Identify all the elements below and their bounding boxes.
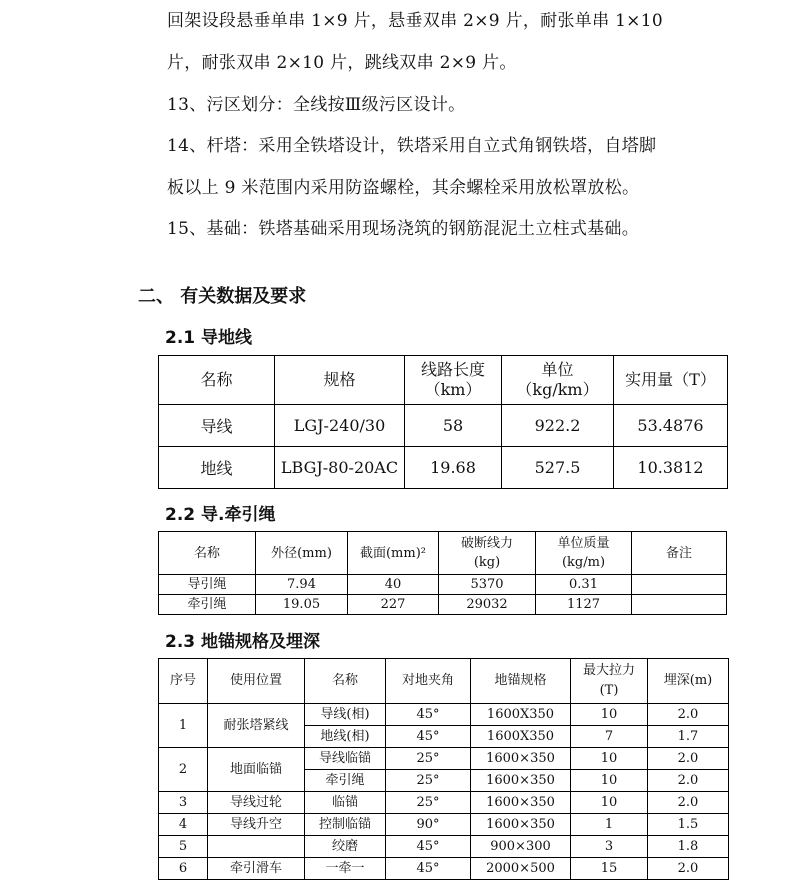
header-cell: 单位 （kg/km） bbox=[502, 356, 614, 405]
table-cell: 7 bbox=[571, 726, 648, 748]
table-cell: 10.3812 bbox=[614, 447, 728, 489]
table-cell: 1600×350 bbox=[471, 770, 571, 792]
table-cell: 临锚 bbox=[305, 792, 386, 814]
table-cell: 6 bbox=[159, 858, 208, 880]
table-row bbox=[159, 814, 729, 836]
table-cell: 2000×500 bbox=[471, 858, 571, 880]
table-cell: 牵引绳 bbox=[159, 595, 256, 615]
table-cell: 绞磨 bbox=[305, 836, 386, 858]
table-cell: 53.4876 bbox=[614, 405, 728, 447]
table-cell: 29032 bbox=[439, 595, 536, 615]
header-cell: 名称 bbox=[159, 532, 256, 575]
table-cell: LBGJ-80-20AC bbox=[275, 447, 405, 489]
paragraph-line: 13、污区划分：全线按Ⅲ级污区设计。 bbox=[167, 95, 466, 115]
table-header-row bbox=[159, 356, 728, 405]
table-row bbox=[159, 595, 727, 615]
header-cell: 名称 bbox=[305, 659, 386, 704]
table-cell: 10 bbox=[571, 770, 648, 792]
rope-table bbox=[158, 531, 727, 615]
header-cell: 备注 bbox=[632, 532, 727, 575]
table-cell: 3 bbox=[159, 792, 208, 814]
paragraph-line: 15、基础：铁塔基础采用现场浇筑的钢筋混泥土立柱式基础。 bbox=[167, 219, 640, 239]
table-cell: 3 bbox=[571, 836, 648, 858]
header-cell: 外径(mm) bbox=[256, 532, 348, 575]
table-row bbox=[159, 792, 729, 814]
table-cell: 1600×350 bbox=[471, 748, 571, 770]
table-cell: 地线(相) bbox=[305, 726, 386, 748]
table-cell: 1.5 bbox=[648, 814, 729, 836]
table-cell: 227 bbox=[348, 595, 439, 615]
table-cell: 45° bbox=[386, 858, 471, 880]
header-cell: 埋深(m) bbox=[648, 659, 729, 704]
table3-title: 2.3 地锚规格及埋深 bbox=[165, 632, 321, 652]
table-cell: 导线升空 bbox=[208, 814, 305, 836]
table-cell: 1127 bbox=[536, 595, 632, 615]
table-row bbox=[159, 575, 727, 595]
table-cell bbox=[208, 836, 305, 858]
header-cell: 线路长度 （km） bbox=[405, 356, 502, 405]
table-cell: 牵引绳 bbox=[305, 770, 386, 792]
table1-title: 2.1 导地线 bbox=[165, 328, 253, 348]
table-row bbox=[159, 405, 728, 447]
table-cell: 地线 bbox=[159, 447, 275, 489]
header-cell: 地锚规格 bbox=[471, 659, 571, 704]
header-cell: 单位质量 (kg/m) bbox=[536, 532, 632, 575]
table-cell: 10 bbox=[571, 748, 648, 770]
table-cell: 2.0 bbox=[648, 704, 729, 726]
table-cell: 5370 bbox=[439, 575, 536, 595]
table-cell: 10 bbox=[571, 704, 648, 726]
table-cell: 2.0 bbox=[648, 770, 729, 792]
table-header-row bbox=[159, 532, 727, 575]
table-cell: 1 bbox=[159, 704, 208, 748]
header-cell: 对地夹角 bbox=[386, 659, 471, 704]
table-cell: 控制临锚 bbox=[305, 814, 386, 836]
section-heading: 二、 有关数据及要求 bbox=[138, 286, 307, 307]
table-cell: 2 bbox=[159, 748, 208, 792]
table-cell: 58 bbox=[405, 405, 502, 447]
table-cell: 527.5 bbox=[502, 447, 614, 489]
paragraph-line: 14、杆塔：采用全铁塔设计，铁塔采用自立式角钢铁塔，自塔脚 bbox=[167, 136, 657, 156]
conductor-table bbox=[158, 355, 728, 489]
table-cell: 1600X350 bbox=[471, 704, 571, 726]
header-cell: 实用量（T） bbox=[614, 356, 728, 405]
table-cell bbox=[632, 575, 727, 595]
table-cell bbox=[632, 595, 727, 615]
table-cell: 45° bbox=[386, 726, 471, 748]
table-cell: 19.05 bbox=[256, 595, 348, 615]
table-cell: 地面临锚 bbox=[208, 748, 305, 792]
table-cell: 导线过轮 bbox=[208, 792, 305, 814]
header-cell: 使用位置 bbox=[208, 659, 305, 704]
header-cell: 序号 bbox=[159, 659, 208, 704]
paragraph-line: 片，耐张双串 2×10 片，跳线双串 2×9 片。 bbox=[167, 53, 517, 73]
table-row bbox=[159, 748, 729, 770]
table-cell: 25° bbox=[386, 770, 471, 792]
table-cell: 5 bbox=[159, 836, 208, 858]
table-cell: 2.0 bbox=[648, 858, 729, 880]
table-cell: 1600×350 bbox=[471, 792, 571, 814]
paragraph-line: 回架设段悬垂单串 1×9 片，悬垂双串 2×9 片，耐张单串 1×10 bbox=[167, 11, 663, 31]
paragraph-line: 板以上 9 米范围内采用防盗螺栓，其余螺栓采用放松罩放松。 bbox=[167, 178, 640, 198]
table-cell: 2.0 bbox=[648, 792, 729, 814]
table-row bbox=[159, 447, 728, 489]
table-cell: 25° bbox=[386, 748, 471, 770]
header-cell: 最大拉力 (T) bbox=[571, 659, 648, 704]
table-cell: 导线(相) bbox=[305, 704, 386, 726]
table-cell: LGJ-240/30 bbox=[275, 405, 405, 447]
table-cell: 19.68 bbox=[405, 447, 502, 489]
table-cell: 1.7 bbox=[648, 726, 729, 748]
table-cell: 导线临锚 bbox=[305, 748, 386, 770]
table-cell: 导引绳 bbox=[159, 575, 256, 595]
table-cell: 25° bbox=[386, 792, 471, 814]
table-cell: 40 bbox=[348, 575, 439, 595]
table-cell: 900×300 bbox=[471, 836, 571, 858]
table-cell: 4 bbox=[159, 814, 208, 836]
table-row bbox=[159, 836, 729, 858]
anchor-table bbox=[158, 658, 729, 880]
table-cell: 0.31 bbox=[536, 575, 632, 595]
table-cell: 一牵一 bbox=[305, 858, 386, 880]
table-cell: 90° bbox=[386, 814, 471, 836]
table-cell: 1 bbox=[571, 814, 648, 836]
table-cell: 45° bbox=[386, 704, 471, 726]
table-cell: 导线 bbox=[159, 405, 275, 447]
table-cell: 15 bbox=[571, 858, 648, 880]
header-cell: 名称 bbox=[159, 356, 275, 405]
table-cell: 2.0 bbox=[648, 748, 729, 770]
header-cell: 规格 bbox=[275, 356, 405, 405]
table-row bbox=[159, 858, 729, 880]
table-header-row bbox=[159, 659, 729, 704]
header-cell: 破断线力 (kg) bbox=[439, 532, 536, 575]
table-cell: 1600×350 bbox=[471, 814, 571, 836]
table-cell: 45° bbox=[386, 836, 471, 858]
table-row bbox=[159, 704, 729, 726]
table-cell: 1600X350 bbox=[471, 726, 571, 748]
table-cell: 牵引滑车 bbox=[208, 858, 305, 880]
table-cell: 10 bbox=[571, 792, 648, 814]
table-cell: 7.94 bbox=[256, 575, 348, 595]
table-cell: 922.2 bbox=[502, 405, 614, 447]
table-cell: 耐张塔紧线 bbox=[208, 704, 305, 748]
table-cell: 1.8 bbox=[648, 836, 729, 858]
header-cell: 截面(mm)² bbox=[348, 532, 439, 575]
table2-title: 2.2 导.牵引绳 bbox=[165, 505, 276, 525]
